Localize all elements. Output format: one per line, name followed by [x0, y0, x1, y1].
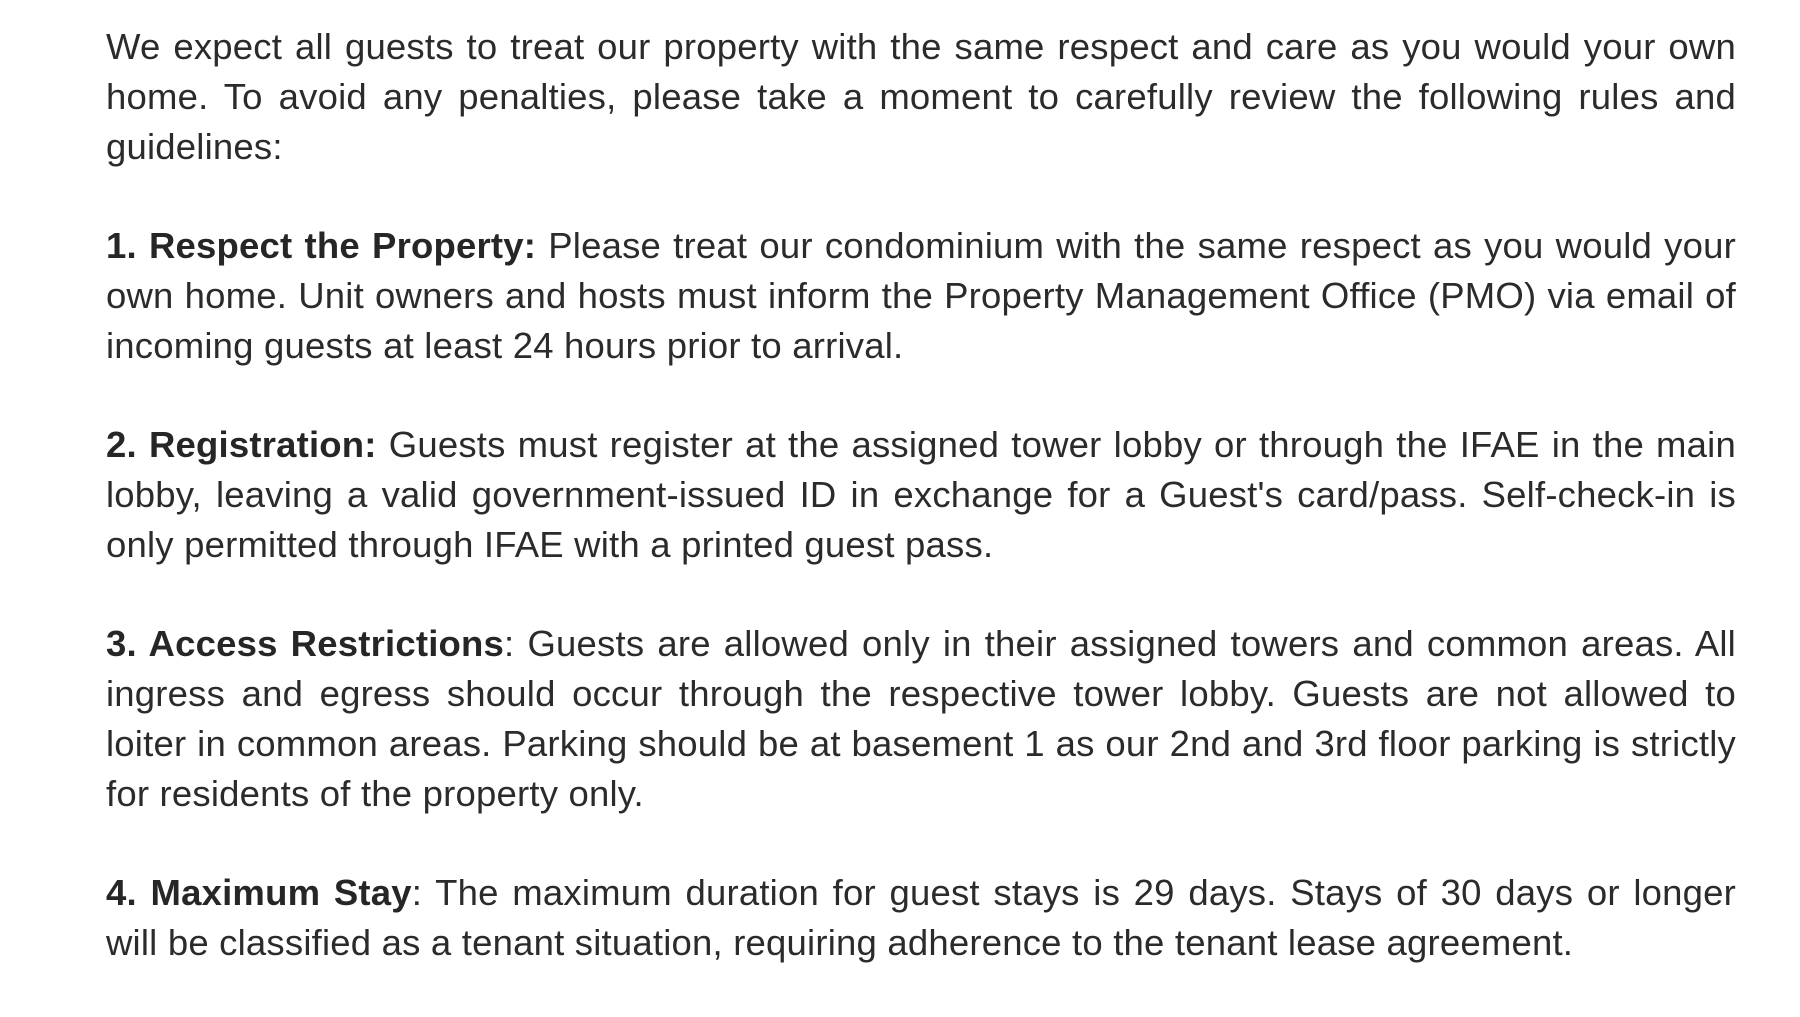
rule-body: Please treat our condominium with the same respect as you would your own home. Unit owners and hosts must inform the Property Management Office (PMO) via email of incoming guests at least 24 hours prior to arrival. — [106, 225, 1736, 366]
document-page — [106, 22, 1736, 1017]
rule-title: 4. Maximum Stay — [106, 872, 412, 913]
rule-registration — [106, 420, 1736, 570]
rule-title: 3. Access Restrictions — [106, 623, 505, 664]
rule-title: 2. Registration: — [106, 424, 377, 465]
intro-paragraph: We expect all guests to treat our property with the same respect and care as you would your own home. To avoid any penalties, please take a moment to carefully review the following rules and guidelines: — [106, 26, 1736, 167]
rule-body: Guests must register at the assigned tower lobby or through the IFAE in the main lobby, leaving a valid government-issued ID in exchange for a Guest's card/pass. Self-check-in is only permitted through IFAE with a printed guest pass. — [106, 424, 1736, 565]
rule-body: : Guests are allowed only in their assigned towers and common areas. All ingress and egress should occur through the respective tower lobby. Guests are not allowed to loiter in common areas. Parking should be at basement 1 as our 2nd and 3rd floor parking is strictly for residents of the property only. — [106, 623, 1736, 814]
rule-access-restrictions — [106, 619, 1736, 819]
rule-maximum-stay — [106, 868, 1736, 968]
rule-title: 1. Respect the Property: — [106, 225, 537, 266]
rule-respect-property — [106, 221, 1736, 371]
rule-body: : The maximum duration for guest stays is 29 days. Stays of 30 days or longer will be classified as a tenant situation, requiring adherence to the tenant lease agreement. — [106, 872, 1736, 963]
